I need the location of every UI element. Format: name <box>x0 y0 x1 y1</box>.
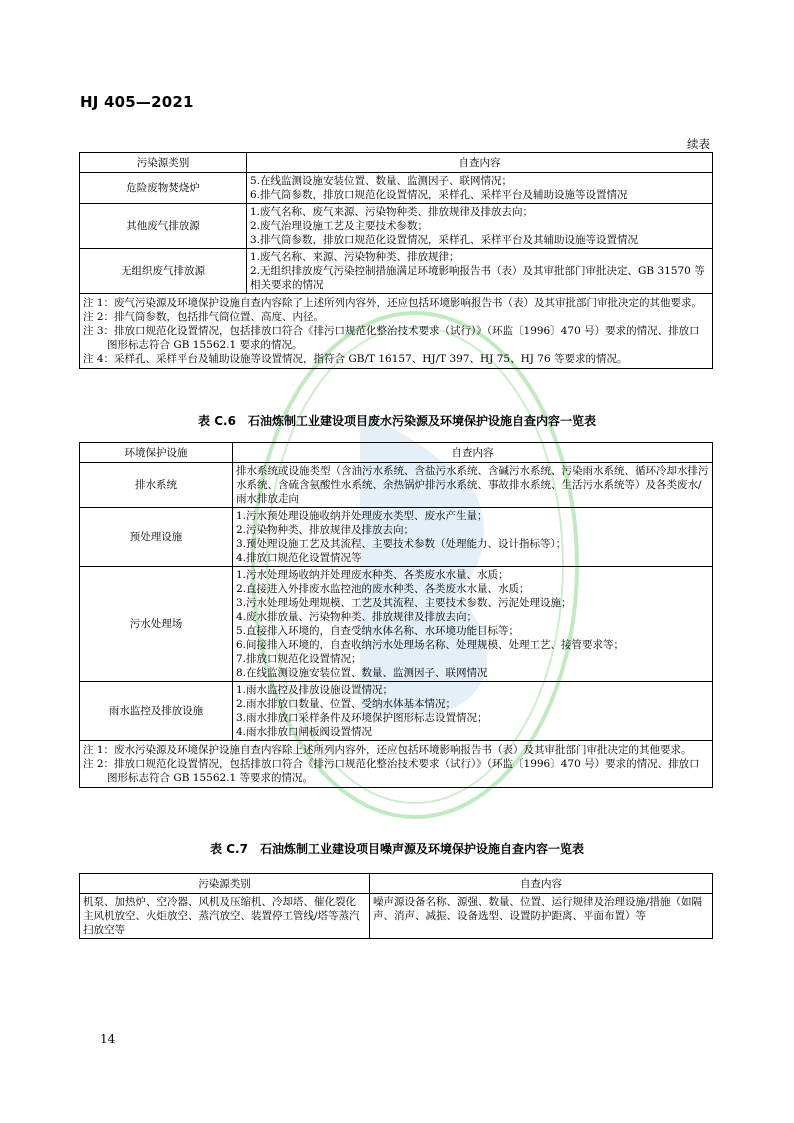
noise-sources-cell: 机泵、加热炉、空冷器、风机及压缩机、冷却塔、催化裂化主风机放空、火炬放空、蒸汽放空、装置停工管线/塔等蒸汽扫放空等 <box>80 894 370 939</box>
content-item: 6.间接排入环境的，自查收纳污水处理场名称、处理规模、处理工艺、接管要求等； <box>236 639 625 651</box>
content-item: 5.在线监测设施安装位置、数量、监测因子、联网情况； <box>250 175 513 187</box>
table-row <box>80 682 713 741</box>
content-item: 2.废气治理设施工艺及主要技术参数； <box>250 220 429 232</box>
column-header: 污染源类别 <box>80 874 370 894</box>
table-note: 注 4：采样孔、采样平台及辅助设施等设置情况，指符合 GB/T 16157、HJ/T 397、HJ 75、HJ 76 等要求的情况。 <box>83 353 628 365</box>
content-item: 3.雨水排放口采样条件及环境保护图形标志设置情况； <box>236 712 488 724</box>
table-waste-gas-continued <box>79 152 713 369</box>
column-header: 污染源类别 <box>80 153 247 173</box>
content-item: 7.排放口规范化设置情况； <box>236 653 362 665</box>
content-cell <box>247 173 713 204</box>
category-cell: 排水系统 <box>80 463 233 508</box>
table-row <box>80 567 713 682</box>
content-item: 1.雨水监控及排放设施设置情况； <box>236 684 394 696</box>
content-item: 2.无组织排放废气污染控制措施满足环境影响报告书（表）及其审批部门审批决定、GB 31570 等相关要求的情况 <box>250 265 705 291</box>
table-row <box>80 508 713 567</box>
content-item: 1.污水处理场收纳并处理废水种类、各类废水水量、水质； <box>236 569 509 581</box>
table-row <box>80 249 713 294</box>
content-item: 1.废气名称、废气来源、污染物种类、排放规律及排放去向； <box>250 206 534 218</box>
column-header: 自查内容 <box>233 443 713 463</box>
continued-label: 续表 <box>687 137 710 151</box>
content-item: 3.排气筒参数，排放口规范化设置情况，采样孔、采样平台及其辅助设施等设置情况 <box>250 234 639 246</box>
content-item: 6.排气筒参数，排放口规范化设置情况，采样孔、采样平台及辅助设施等设置情况 <box>250 189 628 201</box>
table-caption-c7: 表 C.7 石油炼制工业建设项目噪声源及环境保护设施自查内容一览表 <box>210 842 584 856</box>
content-item: 2.雨水排放口数量、位置、受纳水体基本情况； <box>236 698 457 710</box>
table-note: 注 3：排放口规范化设置情况，包括排放口符合《排污口规范化整治技术要求（试行）》（环监〔1996〕470 号）要求的情况、排放口图形标志符合 GB 15562.1 要求的情况。 <box>83 325 700 351</box>
table-caption-c6: 表 C.6 石油炼制工业建设项目废水污染源及环境保护设施自查内容一览表 <box>198 414 596 428</box>
table-row <box>80 173 713 204</box>
table-note: 注 2：排放口规范化设置情况，包括排放口符合《排污口规范化整治技术要求（试行）》（环监〔1996〕470 号）要求的情况、排放口图形标志符合 GB 15562.1 等要求的情况。 <box>83 758 700 784</box>
content-item: 1.废气名称、来源、污染物种类、排放规律； <box>250 251 460 263</box>
content-item: 2.污染物种类、排放规律及排放去向； <box>236 524 415 536</box>
noise-content-cell: 噪声源设备名称、源强、数量、位置、运行规律及治理设施/措施（如隔声、消声、减振、设备选型、设置防护距离、平面布置）等 <box>370 894 713 939</box>
content-cell <box>247 204 713 249</box>
notes-row <box>80 741 713 788</box>
category-cell: 无组织废气排放源 <box>80 249 247 294</box>
content-item: 3.预处理设施工艺及其流程、主要技术参数（处理能力、设计指标等）； <box>236 538 567 550</box>
table-wastewater <box>79 442 713 788</box>
content-item: 4.雨水排放口闸板阀设置情况 <box>236 726 373 738</box>
standard-number: HJ 405—2021 <box>80 93 194 111</box>
content-cell <box>247 249 713 294</box>
category-cell: 危险废物焚烧炉 <box>80 173 247 204</box>
content-item: 3.污水处理场处理规模、工艺及其流程、主要技术参数、污泥处理设施； <box>236 597 572 609</box>
content-item: 4.废水排放量、污染物种类、排放规律及排放去向； <box>236 611 478 623</box>
content-item: 2.直接进入外排废水监控池的废水种类、各类废水水量、水质； <box>236 583 530 595</box>
table-note: 注 2：排气筒参数，包括排气筒位置、高度、内径。 <box>83 311 325 323</box>
content-item: 排水系统或设施类型（含油污水系统、含盐污水系统、含碱污水系统、污染雨水系统、循环冷却水排污水系统、含硫含氨酸性水系统、余热锅炉排污水系统、事故排水系统、生活污水系统等）及各类废水/雨水排放走向 <box>236 465 709 505</box>
content-item: 5.直接排入环境的，自查受纳水体名称、水环境功能目标等； <box>236 625 520 637</box>
content-item: 8.在线监测设施安装位置、数量、监测因子、联网情况 <box>236 667 488 679</box>
notes-row <box>80 294 713 369</box>
content-cell <box>233 682 713 741</box>
category-cell: 污水处理场 <box>80 567 233 682</box>
table-row <box>80 463 713 508</box>
content-cell <box>233 567 713 682</box>
table-noise <box>79 873 713 939</box>
content-cell <box>233 508 713 567</box>
category-cell: 雨水监控及排放设施 <box>80 682 233 741</box>
category-cell: 其他废气排放源 <box>80 204 247 249</box>
column-header: 自查内容 <box>247 153 713 173</box>
content-item: 4.排放口规范化设置情况等 <box>236 552 362 564</box>
table-row <box>80 204 713 249</box>
table-note: 注 1：废水污染源及环境保护设施自查内容除上述所列内容外，还应包括环境影响报告书（表）及其审批部门审批决定的其他要求。 <box>83 744 692 756</box>
notes-cell <box>80 741 713 788</box>
notes-cell <box>80 294 713 369</box>
content-cell <box>233 463 713 508</box>
category-cell: 预处理设施 <box>80 508 233 567</box>
column-header: 自查内容 <box>370 874 713 894</box>
content-item: 1.污水预处理设施收纳并处理废水类型、废水产生量； <box>236 510 488 522</box>
table-note: 注 1：废气污染源及环境保护设施自查内容除了上述所列内容外，还应包括环境影响报告书（表）及其审批部门审批决定的其他要求。 <box>83 297 703 309</box>
table-row <box>80 894 713 939</box>
page-number: 14 <box>100 1032 116 1046</box>
column-header: 环境保护设施 <box>80 443 233 463</box>
